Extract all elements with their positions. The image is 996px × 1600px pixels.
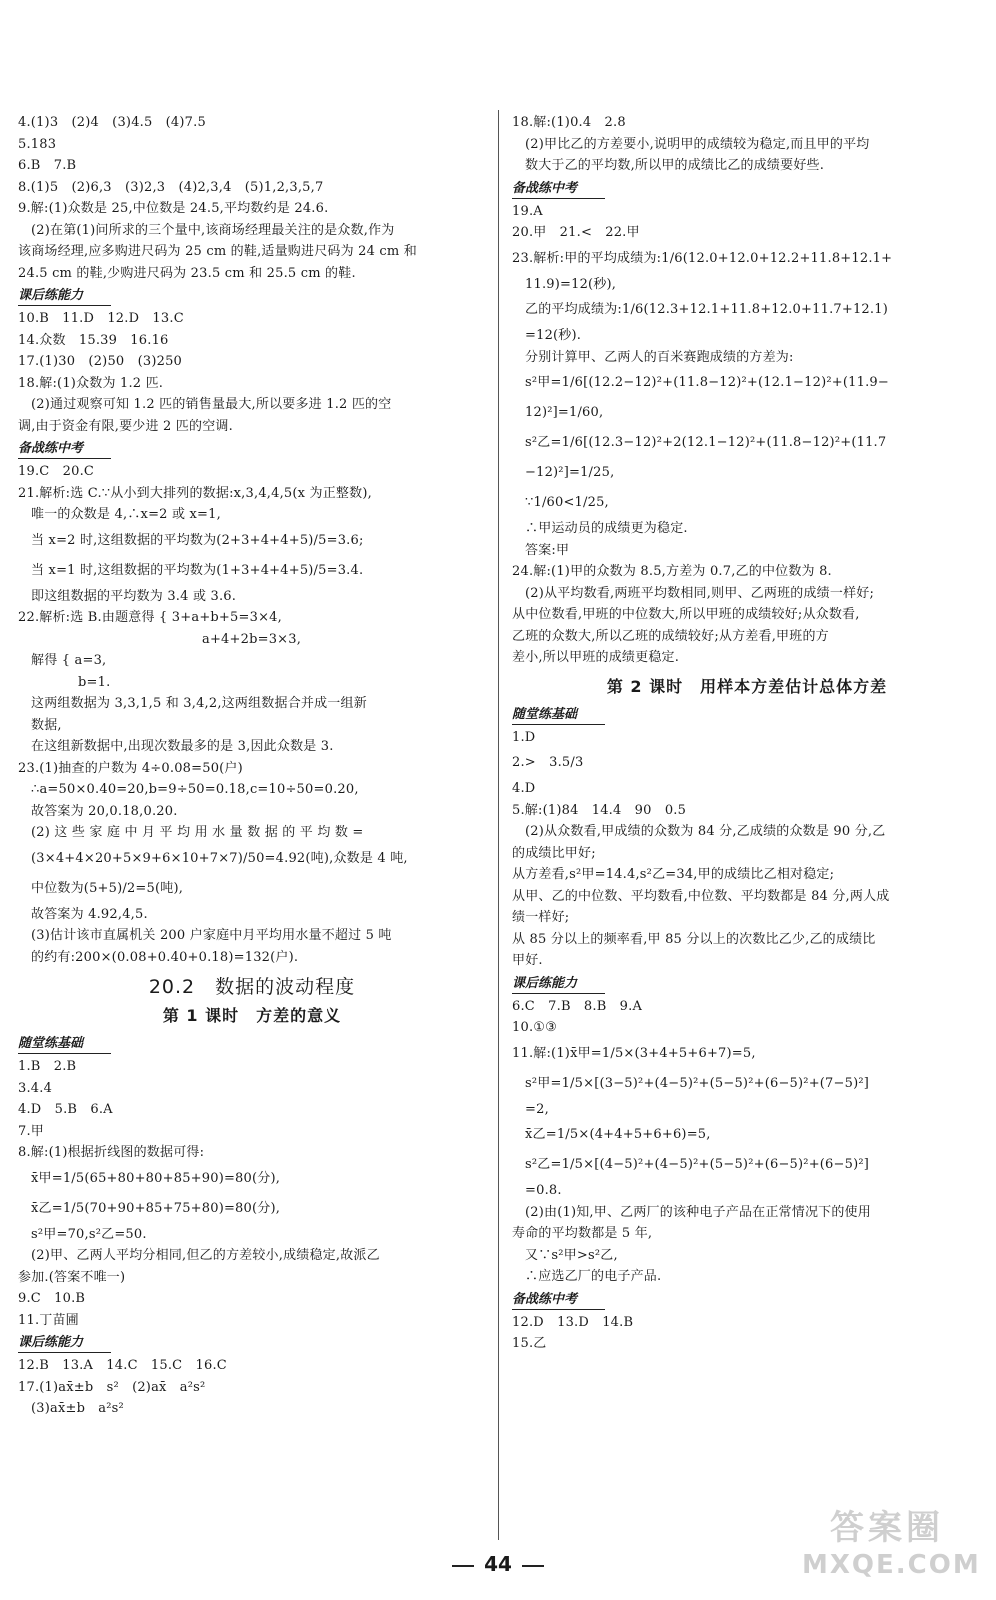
answer-line: 12.B 13.A 14.C 15.C 16.C (18, 1358, 227, 1373)
answer-line: (3)ax̄±b a²s² (31, 1401, 124, 1416)
answer-line: 从 85 分以上的频率看,甲 85 分以上的次数比乙少,乙的成绩比 (512, 931, 876, 947)
answer-line: 18.解:(1)0.4 2.8 (512, 115, 626, 130)
column-divider (498, 110, 499, 1540)
answer-line: (3×4+4×20+5×9+6×10+7×7)/50=4.92(吨),众数是 4 吨, (31, 850, 408, 866)
answer-line: 7.甲 (18, 1123, 45, 1139)
answer-line: 23.解析:甲的平均成绩为:1/6(12.0+12.0+12.2+11.8+12.1+ (512, 250, 893, 266)
answer-line: 从中位数看,甲班的中位数大,所以甲班的成绩较好;从众数看, (512, 607, 860, 622)
answer-line: 17.(1)ax̄±b s² (2)ax̄ a²s² (18, 1379, 206, 1395)
answer-line: 从方差看,s²甲=14.4,s²乙=34,甲的成绩比乙相对稳定; (512, 867, 835, 882)
dash-right (522, 1565, 544, 1567)
answer-line: 11.丁苗圃 (18, 1312, 79, 1328)
answer-line: =12(秒). (525, 328, 582, 343)
answer-line: 的成绩比甲好; (512, 845, 596, 861)
answer-line: 在这组新数据中,出现次数最多的是 3,因此众数是 3. (31, 739, 334, 754)
answer-line: 的约有:200×(0.08+0.40+0.18)=132(户). (31, 949, 299, 965)
section-label: 课后练能力 (512, 975, 605, 994)
answer-line: (2)甲、乙两人平均分相同,但乙的方差较小,成绩稳定,故派乙 (31, 1248, 380, 1263)
answer-line: 当 x=2 时,这组数据的平均数为(2+3+4+4+5)/5=3.6; (31, 532, 364, 548)
answer-line: 答案:甲 (525, 542, 570, 558)
answer-line: b=1. (78, 674, 111, 690)
section-label: 课后练能力 (18, 287, 111, 306)
section-label: 备战练中考 (18, 440, 111, 459)
watermark-text: 答案圈 (830, 1508, 944, 1548)
answer-line: ∴应选乙厂的电子产品. (525, 1269, 662, 1284)
answer-line: 差小,所以甲班的成绩更稳定. (512, 650, 680, 665)
answer-line: x̄乙=1/5(70+90+85+75+80)=80(分), (31, 1200, 281, 1216)
answer-line: 从甲、乙的中位数、平均数看,中位数、平均数都是 84 分,两人成 (512, 888, 890, 904)
answer-line: 绩一样好; (512, 910, 570, 925)
answer-line: 17.(1)30 (2)50 (3)250 (18, 354, 183, 369)
answer-line: 该商场经理,应多购进尺码为 25 cm 的鞋,适量购进尺码为 24 cm 和 (18, 244, 417, 259)
answer-line: 18.解:(1)众数为 1.2 匹. (18, 375, 164, 391)
answer-line: 11.解:(1)x̄甲=1/5×(3+4+5+6+7)=5, (512, 1045, 756, 1061)
answer-line: 8.(1)5 (2)6,3 (3)2,3 (4)2,3,4 (5)1,2,3,5,7 (18, 179, 324, 195)
answer-line: 10.B 11.D 12.D 13.C (18, 311, 184, 326)
answer-line: 唯一的众数是 4,∴x=2 或 x=1, (31, 507, 221, 522)
dash-left (452, 1565, 474, 1567)
answer-line: (2)由(1)知,甲、乙两厂的该种电子产品在正常情况下的使用 (525, 1204, 871, 1220)
answer-line: 4.(1)3 (2)4 (3)4.5 (4)7.5 (18, 115, 206, 130)
answer-line: 15.乙 (512, 1336, 547, 1351)
answer-line: 数大于乙的平均数,所以甲的成绩比乙的成绩要好些. (525, 158, 825, 173)
answer-line: s²甲=1/5×[(3−5)²+(4−5)²+(5−5)²+(6−5)²+(7−5)²] (525, 1075, 870, 1091)
answer-line: 22.解析:选 B.由题意得 { 3+a+b+5=3×4, (18, 610, 282, 625)
answer-line: 中位数为(5+5)/2=5(吨), (31, 880, 184, 896)
answer-line: ∴a=50×0.40=20,b=9÷50=0.18,c=10÷50=0.20, (31, 782, 359, 797)
answer-line: ∵1/60<1/25, (525, 495, 609, 510)
answer-line: s²甲=1/6[(12.2−12)²+(11.8−12)²+(12.1−12)²+(11.9− (525, 375, 889, 390)
answer-line: (2)甲比乙的方差要小,说明甲的成绩较为稳定,而且甲的平均 (525, 136, 870, 152)
section-label: 备战练中考 (512, 1291, 605, 1310)
answer-line: 24.解:(1)甲的众数为 8.5,方差为 0.7,乙的中位数为 8. (512, 564, 832, 579)
section-label: 课后练能力 (18, 1334, 111, 1353)
watermark-logo (802, 1508, 981, 1588)
answer-line: 5.解:(1)84 14.4 90 0.5 (512, 802, 687, 818)
answer-line: 14.众数 15.39 16.16 (18, 332, 169, 348)
answer-line: 寿命的平均数都是 5 年, (512, 1226, 653, 1241)
answer-line: 9.解:(1)众数是 25,中位数是 24.5,平均数约是 24.6. (18, 201, 329, 216)
answer-line: s²甲=70,s²乙=50. (31, 1226, 147, 1242)
answer-line: 8.解:(1)根据折线图的数据可得: (18, 1145, 205, 1160)
answer-line: (2)从众数看,甲成绩的众数为 84 分,乙成绩的众数是 90 分,乙 (525, 824, 886, 839)
answer-line: 故答案为 4.92,4,5. (31, 906, 148, 922)
section-label: 备战练中考 (512, 180, 605, 199)
answer-line: (2)通过观察可知 1.2 匹的销售量最大,所以要多进 1.2 匹的空 (31, 397, 392, 412)
answer-line: =0.8. (525, 1183, 562, 1198)
answer-line: 乙的平均成绩为:1/6(12.3+12.1+11.8+12.0+11.7+12.1) (525, 302, 888, 317)
answer-line: 1.B 2.B (18, 1059, 77, 1074)
answer-line: ∴甲运动员的成绩更为稳定. (525, 521, 688, 536)
answer-line: (2)在第(1)问所求的三个量中,该商场经理最关注的是众数,作为 (31, 222, 395, 238)
answer-line: x̄乙=1/5×(4+4+5+6+6)=5, (525, 1127, 711, 1142)
answer-line: 又∵s²甲>s²乙, (525, 1247, 618, 1263)
answer-line: x̄甲=1/5(65+80+80+85+90)=80(分), (31, 1170, 281, 1186)
answer-line: 11.9)=12(秒), (525, 276, 617, 292)
answer-line: 乙班的众数大,所以乙班的成绩较好;从方差看,甲班的方 (512, 628, 829, 644)
answer-line: 2.> 3.5/3 (512, 755, 584, 770)
answer-line: s²乙=1/6[(12.3−12)²+2(12.1−12)²+(11.8−12)²+(11.7 (525, 435, 887, 450)
answer-line: 故答案为 20,0.18,0.20. (31, 803, 178, 819)
answer-line: (2) 这 些 家 庭 中 月 平 均 用 水 量 数 据 的 平 均 数 = (31, 825, 364, 840)
section-title: 20.2 数据的波动程度 (148, 976, 356, 998)
answer-line: s²乙=1/5×[(4−5)²+(4−5)²+(5−5)²+(6−5)²+(6−5)²] (525, 1157, 870, 1172)
lesson-title: 第 1 课时 方差的意义 (162, 1006, 342, 1025)
answer-line: 解得 { a=3, (31, 653, 107, 668)
answer-line: 4.D 5.B 6.A (18, 1102, 113, 1117)
answer-line: (3)估计该市直属机关 200 户家庭中月平均用水量不超过 5 吨 (31, 928, 392, 943)
answer-line: 9.C 10.B (18, 1291, 86, 1306)
answer-line: 20.甲 21.< 22.甲 (512, 225, 640, 240)
lesson-title: 第 2 课时 用样本方差估计总体方差 (606, 676, 888, 696)
right-column (512, 112, 982, 1355)
answer-line: 数据, (31, 717, 62, 733)
answer-line: 6.C 7.B 8.B 9.A (512, 998, 643, 1014)
answer-line: 19.A (512, 203, 543, 219)
answer-line: 23.(1)抽查的户数为 4÷0.08=50(户) (18, 760, 243, 776)
watermark-url: MXQE.COM (802, 1550, 981, 1580)
answer-line: 12.D 13.D 14.B (512, 1314, 634, 1330)
section-label: 随堂练基础 (18, 1035, 111, 1054)
answer-line: 10.①③ (512, 1020, 557, 1035)
answer-line: 调,由于资金有限,要少进 2 匹的空调. (18, 418, 233, 434)
answer-line: 24.5 cm 的鞋,少购进尺码为 23.5 cm 和 25.5 cm 的鞋. (18, 265, 356, 281)
answer-line: =2, (525, 1101, 549, 1117)
answer-line: 当 x=1 时,这组数据的平均数为(1+3+4+4+5)/5=3.4. (31, 562, 364, 578)
answer-line: 参加.(答案不唯一) (18, 1269, 126, 1285)
answer-line: 6.B 7.B (18, 158, 77, 173)
section-label: 随堂练基础 (512, 706, 605, 725)
answer-line: 1.D (512, 729, 536, 745)
answer-line: 12)²]=1/60, (525, 405, 604, 420)
answer-line: 21.解析:选 C.∵从小到大排列的数据:x,3,4,4,5(x 为正整数), (18, 485, 372, 501)
answer-line: (2)从平均数看,两班平均数相同,则甲、乙两班的成绩一样好; (525, 585, 875, 601)
page-number-text: 44 (484, 1552, 512, 1576)
answer-line: a+4+2b=3×3, (202, 631, 302, 647)
answer-line: 即这组数据的平均数为 3.4 或 3.6. (31, 588, 237, 604)
answer-line: 4.D (512, 781, 536, 796)
answer-line: −12)²]=1/25, (525, 465, 615, 480)
answer-line: 3.4.4 (18, 1080, 53, 1096)
answer-line: 5.183 (18, 136, 57, 152)
answer-line: 19.C 20.C (18, 464, 95, 479)
left-column (18, 112, 486, 1420)
answer-line: 分别计算甲、乙两人的百米赛跑成绩的方差为: (525, 349, 794, 365)
answer-line: 这两组数据为 3,3,1,5 和 3,4,2,这两组数据合并成一组新 (31, 696, 367, 711)
answer-line: 甲好. (512, 953, 543, 968)
